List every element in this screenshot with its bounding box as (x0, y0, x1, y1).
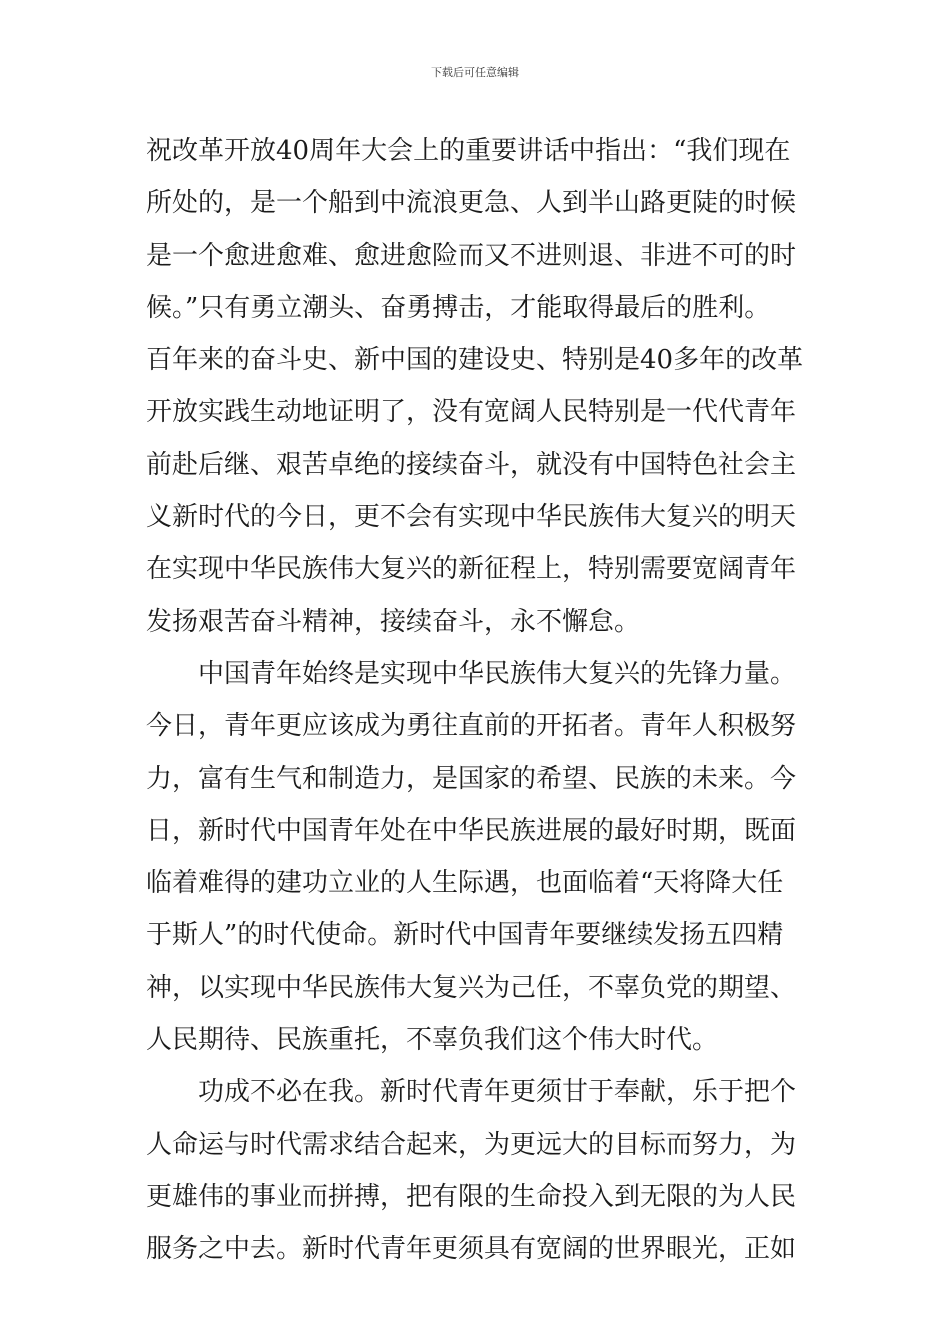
text-line: 人民期待、民族重托，不辜负我们这个伟大时代。 (146, 1025, 719, 1056)
text-line: 百年来的奋斗史、新中国的建设史、特别是40多年的改革 (146, 345, 804, 376)
page-header: 下载后可任意编辑 (431, 66, 519, 79)
text-line: 祝改革开放40周年大会上的重要讲话中指出：“我们现在 (146, 136, 791, 166)
text-line: 力，富有生气和制造力，是国家的希望、民族的未来。今 (146, 763, 797, 794)
text-line: 开放实践生动地证明了，没有宽阔人民特别是一代代青年 (146, 397, 797, 428)
text-line: 发扬艰苦奋斗精神，接续奋斗，永不懈怠。 (146, 606, 641, 637)
text-line: 人命运与时代需求结合起来，为更远大的目标而努力，为 (146, 1129, 797, 1160)
text-line: 中国青年始终是实现中华民族伟大复兴的先锋力量。 (198, 658, 797, 689)
text-line: 于斯人”的时代使命。新时代中国青年要继续发扬五四精 (146, 920, 784, 951)
text-line: 今日，青年更应该成为勇往直前的开拓者。青年人积极努 (146, 711, 797, 742)
paragraph-1 (146, 125, 816, 648)
text-line: 在实现中华民族伟大复兴的新征程上，特别需要宽阔青年 (146, 554, 797, 585)
text-line: 服务之中去。新时代青年更须具有宽阔的世界眼光，正如 (146, 1234, 797, 1265)
paragraph-3 (146, 1066, 816, 1275)
paragraph-2 (146, 648, 816, 1066)
text-line: 义新时代的今日，更不会有实现中华民族伟大复兴的明天 (146, 502, 797, 533)
text-line: 前赴后继、艰苦卓绝的接续奋斗，就没有中国特色社会主 (146, 449, 797, 480)
document-body (146, 125, 816, 1276)
text-line: 更雄伟的事业而拼搏，把有限的生命投入到无限的为人民 (146, 1181, 797, 1212)
text-line: 神，以实现中华民族伟大复兴为己任，不辜负党的期望、 (146, 972, 797, 1003)
text-line: 所处的，是一个船到中流浪更急、人到半山路更陡的时候 (146, 188, 797, 219)
text-line: 是一个愈进愈难、愈进愈险而又不进则退、非进不可的时 (146, 240, 797, 271)
text-line: 功成不必在我。新时代青年更须甘于奉献，乐于把个 (198, 1077, 797, 1108)
text-line: 候。”只有勇立潮头、奋勇搏击，才能取得最后的胜利。 (146, 292, 771, 323)
text-line: 临着难得的建功立业的人生际遇，也面临着“天将降大任 (146, 868, 784, 899)
text-line: 日，新时代中国青年处在中华民族进展的最好时期，既面 (146, 815, 797, 846)
